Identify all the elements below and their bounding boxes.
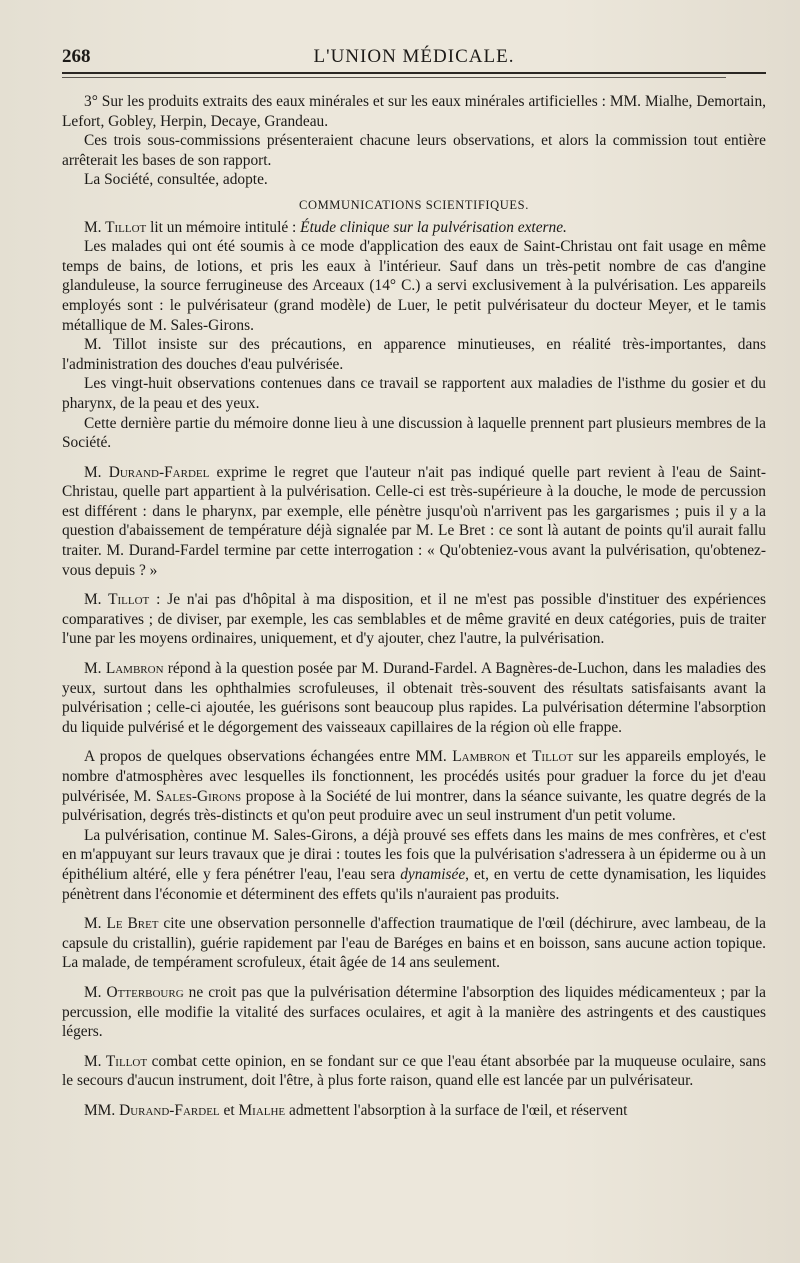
speaker-name: M. Tillot xyxy=(84,1052,148,1070)
paragraph-text: cite une observation personnelle d'affection traumatique de l'œil (déchirure, avec lambeau, de la capsule du cristallin), guérie rapidement par l'eau de Baréges en bains et en boisson, sans aucune action topique. La malade, de tempérament scrofuleux, était âgée de 14 ans seulement. xyxy=(62,915,766,972)
paragraph-text: ne croit pas que la pulvérisation détermine l'absorption des liquides médicamenteux ; par la percussion, elle modifie la vitalité des surfaces oculaires, et agit à la manière des astringents et des caustiques légers. xyxy=(62,983,766,1041)
speaker-name: M. Tillot xyxy=(84,218,147,236)
speaker-name: M. Lambron xyxy=(84,660,164,678)
paragraph-otterbourg xyxy=(62,983,766,1042)
speaker-name: Mialhe xyxy=(238,1101,286,1119)
paragraph-tillot-memoir xyxy=(62,218,766,238)
paragraph-text: exprime le regret que l'auteur n'ait pas indiqué quelle part revient à l'eau de Saint-Christau, quelle part appartient à la pulvérisation. Celle-ci est très-supérieure à la douche, le mode de percussion est différent : dans le pharynx, par exemple, elle pénètre jusqu'où n'arrivent pas les gargarismes ; puis il y a la question d'abaissement de température déjà signalée par M. Le Bret : ce sont là autant de points qu'il aurait fallu traiter. M. Durand-Fardel termine par cette interrogation : « Qu'obteniez-vous avant la pulvérisation, qu'obtenez-vous depuis ? » xyxy=(62,463,766,579)
paragraph-tillot-reply xyxy=(62,590,766,649)
paragraph-patients: Les malades qui ont été soumis à ce mode d'application des eaux de Saint-Christau ont fait usage en même temps de bains, de lotions, et pris les eaux à l'intérieur. Sauf dans un très-petit nombre de cas d'angine glanduleuse, la source ferrugineuse des Arceaux (14° C.) a servi exclusivement à la pulvérisation. Les appareils employés sont : le pulvérisateur (grand modèle) de Luer, le petit pulvérisateur du docteur Meyer, et le tamis métallique de M. Sales-Girons. xyxy=(62,238,766,334)
paragraph-text: combat cette opinion, en se fondant sur ce que l'eau étant absorbée par la muqueuse oculaire, sans le secours d'aucun instrument, doit l'être, à plus forte raison, quand elle est lancée par un pulvérisateur. xyxy=(62,1052,766,1090)
speaker-name: M. Otterbourg xyxy=(84,983,184,1001)
article-body xyxy=(62,92,766,1121)
emphasis-word: dynamisée xyxy=(400,865,466,883)
paragraph-text: et xyxy=(509,748,533,766)
paragraph-lambron xyxy=(62,659,766,737)
speaker-name: M. Durand-Fardel xyxy=(84,463,210,481)
paragraph-text: admettent l'absorption à la surface de l'œil, et réservent xyxy=(285,1101,628,1119)
paragraph-precautions: M. Tillot insiste sur des précautions, en apparence minutieuses, en réalité très-importantes, dans l'administration des douches d'eau pulvérisée. xyxy=(62,336,766,373)
speaker-name: Sales-Girons xyxy=(155,787,242,805)
memoir-title: Étude clinique sur la pulvérisation externe. xyxy=(300,218,567,236)
page-number: 268 xyxy=(62,46,91,67)
header-rule xyxy=(62,77,726,78)
paragraph-text: A propos de quelques observations échangées entre MM. xyxy=(84,748,453,766)
paragraph-subcommission-3: 3° Sur les produits extraits des eaux minérales et sur les eaux minérales artificielles : MM. Mialhe, Demortain, Lefort, Gobley, Herpin, Decaye, Grandeau. xyxy=(62,93,766,130)
speaker-name: Tillot xyxy=(532,748,574,766)
speaker-name: M. Le Bret xyxy=(84,915,159,933)
paragraph-durand-fardel xyxy=(62,463,766,581)
paragraph-text: propose à la Société de lui montrer, dans la séance suivante, les quatre degrés de la pulvérisation, degrés très-distincts et qu'on peut produire avec un seul instrument d'un petit volume. xyxy=(62,787,766,825)
speaker-name: Durand-Fardel xyxy=(119,1101,220,1119)
section-heading: COMMUNICATIONS SCIENTIFIQUES. xyxy=(299,197,529,212)
paragraph-discussion: Cette dernière partie du mémoire donne lieu à une discussion à laquelle prennent part plusieurs membres de la Société. xyxy=(62,414,766,452)
paragraph-le-bret xyxy=(62,914,766,973)
paragraph-text: La pulvérisation, continue M. Sales-Girons, a déjà prouvé ses effets dans les mains de mes confrères, et c'est en m'appuyant sur leurs travaux que je dirai : toutes les fois que la pulvérisation s'adressera à un épiderme ou à un épithélium altéré, elle y fera pénétrer l'eau, l'eau sera xyxy=(62,826,766,883)
paragraph-text: lit un mémoire intitulé : xyxy=(146,218,301,236)
journal-title: L'UNION MÉDICALE. xyxy=(313,46,515,67)
paragraph-text: , et, en vertu de cette dynamisation, les liquides pénètrent dans l'économie et déterminent des effets qu'ils n'auraient pas produits. xyxy=(62,865,766,903)
paragraph-adoption: La Société, consultée, adopte. xyxy=(84,171,268,189)
speaker-name: Lambron xyxy=(452,748,510,766)
paragraph-tillot-opinion xyxy=(62,1052,766,1091)
paragraph-sales-girons xyxy=(62,826,766,904)
paragraph-text: : Je n'ai pas d'hôpital à ma disposition, et il ne m'est pas possible d'instituer des expériences comparatives ; de diviser, par exemple, les cas semblables et de même gravité en deux catégories, puis de traiter l'une par les moyens ordinaires, uniquement, et d'y ajouter, chez l'autre, la pulvérisation. xyxy=(62,591,766,648)
paragraph-subcommissions: Ces trois sous-commissions présenteraient chacune leurs observations, et alors la commission tout entière arrêterait les bases de son rapport. xyxy=(62,132,766,169)
speaker-name: M. Tillot xyxy=(84,591,150,609)
paragraph-text: et xyxy=(219,1101,239,1119)
paragraph-observations: Les vingt-huit observations contenues dans ce travail se rapportent aux maladies de l'isthme du gosier et du pharynx, de la peau et des yeux. xyxy=(62,375,766,412)
paragraph-text: répond à la question posée par M. Durand-Fardel. A Bagnères-de-Luchon, dans les maladies des yeux, surtout dans les ophthalmies scrofuleuses, il obtenait très-souvent des résultats satisfaisants avant la pulvérisation ; celle-ci ajoutée, les guérisons sont beaucoup plus rapides. La pulvérisation détermine l'absorption du liquide pulvérisé et le dégorgement des vaisseaux capillaires de la région où elle frappe. xyxy=(62,660,766,736)
paragraph-durand-fardel-mialhe xyxy=(62,1101,766,1121)
paragraph-text: MM. xyxy=(84,1101,120,1119)
running-head xyxy=(62,38,766,74)
paragraph-text: sur les appareils employés, le nombre d'atmosphères avec lesquelles ils fonctionnent, les procédés usités pour graduer la force du jet d'eau pulvérisée, M. xyxy=(62,748,766,805)
paragraph-apparatus xyxy=(62,747,766,825)
